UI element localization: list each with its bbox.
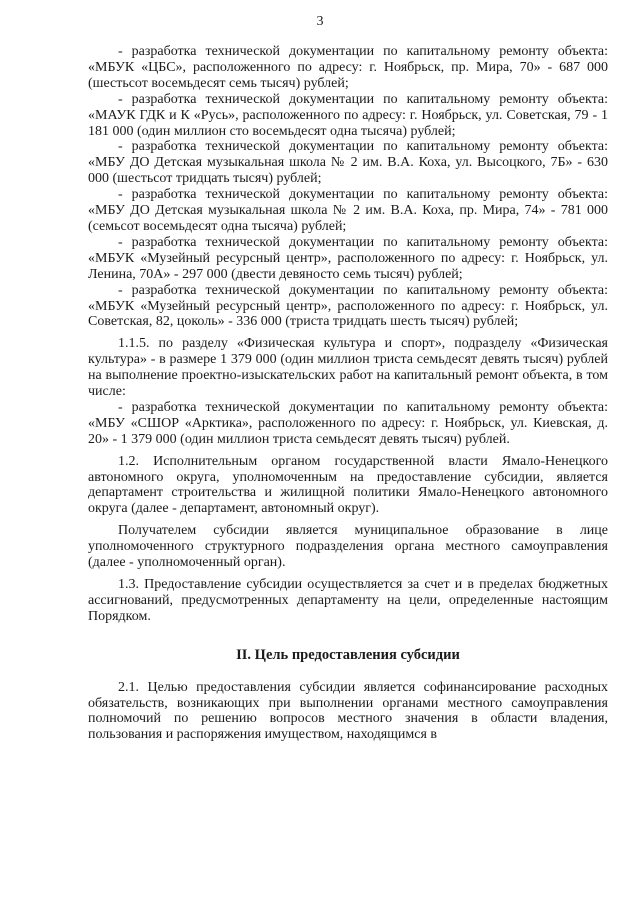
- page-number: 3: [316, 14, 324, 29]
- list-item: - разработка технической документации по капитальному ремонту объекта: «МАУК ГДК и К «Русь», расположенного по адресу: г. Ноябрьск, ул. Советская, 79 - 1 181 000 (один миллион сто восемьдесят одна тысяча) рублей;: [88, 91, 608, 139]
- list-item: - разработка технической документации по капитальному ремонту объекта: «МБУ ДО Детская музыкальная школа № 2 им. В.А. Коха, пр. Мира, 74» - 781 000 (семьсот восемьдесят одна тысяча) рублей;: [88, 187, 608, 234]
- list-item: - разработка технической документации по капитальному ремонту объекта: «МБУ ДО Детская музыкальная школа № 2 им. В.А. Коха, ул. Высоцкого, 7Б» - 630 000 (шестьсот тридцать тысяч) рублей;: [88, 139, 608, 187]
- list-item: - разработка технической документации по капитальному ремонту объекта: «МБУ «СШОР «Арктика», расположенного по адресу: г. Ноябрьск, ул. Киевская, д. 20» - 1 379 000 (один миллион триста семьдесят девять тысяч) рублей.: [88, 399, 608, 447]
- paragraph-1-1-5: 1.1.5. по разделу «Физическая культура и спорт», подразделу «Физическая культура» - в размере 1 379 000 (один миллион триста семьдесят девять тысяч) рублей на выполнение проектно-изыскательских работ на капитальный ремонт объекта, в том числе:: [88, 336, 608, 400]
- list-item: - разработка технической документации по капитальному ремонту объекта: «МБУК «Музейный ресурсный центр», расположенного по адресу: г. Ноябрьск, ул. Ленина, 70А» - 297 000 (двести девяносто семь тысяч) рублей;: [88, 234, 608, 282]
- list-item: - разработка технической документации по капитальному ремонту объекта: «МБУК «Музейный ресурсный центр», расположенного по адресу: г. Ноябрьск, ул. Советская, 82, цоколь» - 336 000 (триста тридцать шесть тысяч) рублей;: [88, 282, 608, 330]
- paragraph-1-3: 1.3. Предоставление субсидии осуществляется за счет и в пределах бюджетных ассигнований, предусмотренных департаменту на цели, определенные настоящим Порядком.: [88, 577, 608, 624]
- paragraph-1-2: 1.2. Исполнительным органом государственной власти Ямало-Ненецкого автономного округа, уполномоченным на предоставление субсидии, является департамент строительства и жилищной политики Ямало-Ненецкого автономного округа (далее - департамент, автономный округ).: [88, 453, 608, 517]
- paragraph-recipient: Получателем субсидии является муниципальное образование в лице уполномоченного структурного подразделения органа местного самоуправления (далее - уполномоченный орган).: [88, 523, 608, 571]
- document-body: [88, 44, 608, 743]
- list-item: - разработка технической документации по капитальному ремонту объекта: «МБУК «ЦБС», расположенного по адресу: г. Ноябрьск, пр. Мира, 70» - 687 000 (шестьсот восемьдесят семь тысяч) рублей;: [88, 44, 608, 91]
- section-heading: II. Цель предоставления субсидии: [236, 646, 460, 663]
- paragraph-2-1: 2.1. Целью предоставления субсидии является софинансирование расходных обязательств, возникающих при выполнении органами местного самоуправления полномочий по решению вопросов местного значения в области владения, пользования и распоряжения имуществом, находящимся в: [88, 679, 608, 743]
